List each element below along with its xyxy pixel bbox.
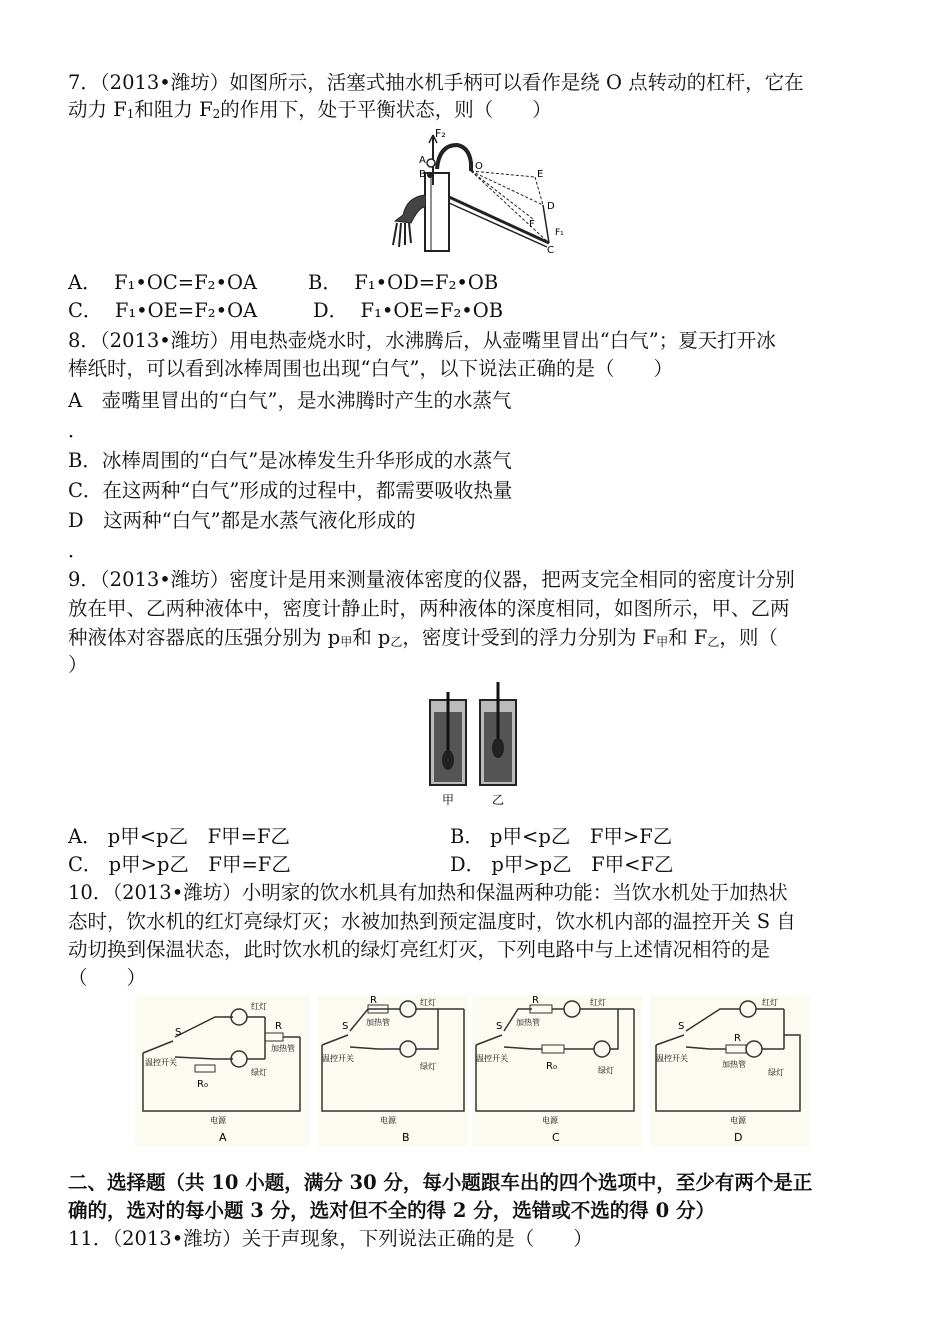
svg-text:R₀: R₀ (546, 1061, 557, 1072)
svg-text:绿灯: 绿灯 (768, 1068, 784, 1077)
svg-text:加热管: 加热管 (271, 1044, 295, 1053)
svg-text:电源: 电源 (380, 1116, 396, 1125)
q8-option-b: B．冰棒周围的“白气”是冰棒发生升华形成的水蒸气 (68, 449, 512, 472)
q7-line1: 7．（2013•潍坊）如图所示，活塞式抽水机手柄可以看作是绕 O 点转动的杠杆，它在 (68, 71, 804, 94)
svg-text:温控开关: 温控开关 (656, 1054, 688, 1063)
label-yi: 乙 (492, 793, 505, 807)
q8-option-d: D 这两种“白气”都是水蒸气液化形成的 (68, 509, 416, 532)
q8-option-c: C．在这两种“白气”形成的过程中，都需要吸收热量 (68, 479, 513, 502)
label-E: E (537, 169, 544, 180)
label-O: O (475, 161, 483, 172)
circuit-a (135, 995, 310, 1147)
q7-line2: 动力 F1和阻力 F2的作用下，处于平衡状态，则（ ） (68, 98, 552, 121)
q9-option-c: C． p甲>p乙 F甲=F乙 (68, 853, 291, 876)
circuit-b-label: B (402, 1131, 410, 1144)
q7-option-c: C． F₁•OE=F₂•OA (68, 299, 258, 322)
q10-line4: （ ） (68, 966, 147, 989)
q8-line1: 8．（2013•潍坊）用电热壶烧水时，水沸腾后，从壶嘴里冒出“白气”；夏天打开冰 (68, 329, 776, 352)
svg-text:绿灯: 绿灯 (598, 1066, 614, 1075)
svg-text:红灯: 红灯 (590, 998, 606, 1007)
svg-text:温控开关: 温控开关 (322, 1054, 354, 1063)
q9-line4: ） (68, 653, 88, 676)
svg-text:温控开关: 温控开关 (145, 1058, 177, 1067)
q9-line2: 放在甲、乙两种液体中，密度计静止时，两种液体的深度相同，如图所示，甲、乙两 (68, 597, 790, 620)
svg-text:R: R (275, 1021, 282, 1032)
svg-text:加热管: 加热管 (366, 1018, 390, 1027)
q9-option-b: B． p甲<p乙 F甲>F乙 (450, 825, 673, 848)
svg-text:红灯: 红灯 (251, 1002, 267, 1011)
q9-option-a: A． p甲<p乙 F甲=F乙 (68, 825, 290, 848)
label-F2: F₂ (435, 127, 446, 140)
svg-text:绿灯: 绿灯 (420, 1062, 436, 1071)
q9-line1: 9．（2013•潍坊）密度计是用来测量液体密度的仪器，把两支完全相同的密度计分别 (68, 568, 795, 591)
circuit-b (318, 995, 468, 1147)
q10-line1: 10．（2013•潍坊）小明家的饮水机具有加热和保温两种功能：当饮水机处于加热状 (68, 881, 788, 904)
svg-text:加热管: 加热管 (722, 1060, 746, 1069)
label-F: F (529, 219, 535, 230)
svg-text:S: S (342, 1021, 349, 1032)
q9-line3: 种液体对容器底的压强分别为 p甲和 p乙，密度计受到的浮力分别为 F甲和 F乙，则（ (68, 626, 778, 649)
svg-text:R: R (532, 995, 539, 1006)
q8-option-a-dot: ． (68, 419, 88, 442)
svg-text:S: S (175, 1027, 182, 1038)
label-D: D (547, 201, 555, 212)
q8-line2: 棒纸时，可以看到冰棒周围也出现“白气”，以下说法正确的是（ ） (68, 357, 673, 380)
svg-text:R₀: R₀ (197, 1079, 208, 1090)
svg-text:加热管: 加热管 (516, 1018, 540, 1027)
q7-option-b: B． F₁•OD=F₂•OB (308, 271, 499, 294)
q8-option-d-dot: ． (68, 539, 88, 562)
q8-option-a: A 壶嘴里冒出的“白气”，是水沸腾时产生的水蒸气 (68, 389, 512, 412)
svg-text:红灯: 红灯 (762, 998, 778, 1007)
svg-text:电源: 电源 (210, 1116, 226, 1125)
label-F1: F₁ (555, 228, 564, 238)
circuit-a-label: A (219, 1131, 227, 1144)
circuit-d (650, 995, 810, 1147)
svg-text:S: S (496, 1021, 503, 1032)
circuit-c-label: C (552, 1131, 560, 1144)
q10-line3: 动切换到保温状态，此时饮水机的绿灯亮红灯灭，下列电路中与上述情况相符的是 (68, 938, 771, 961)
svg-text:电源: 电源 (542, 1116, 558, 1125)
svg-text:R: R (370, 995, 377, 1006)
lever-pump-figure (385, 125, 575, 255)
svg-text:红灯: 红灯 (420, 998, 436, 1007)
svg-text:绿灯: 绿灯 (251, 1068, 267, 1077)
svg-text:电源: 电源 (730, 1116, 746, 1125)
label-A: A (419, 155, 426, 166)
q11-line1: 11．（2013•潍坊）关于声现象，下列说法正确的是（ ） (68, 1227, 593, 1250)
svg-text:R: R (734, 1033, 741, 1044)
label-B: B (419, 169, 426, 180)
circuit-d-label: D (734, 1131, 743, 1144)
q7-option-d: D． F₁•OE=F₂•OB (313, 299, 504, 322)
q10-line2: 态时，饮水机的红灯亮绿灯灭；水被加热到预定温度时，饮水机内部的温控开关 S 自 (68, 910, 796, 933)
q9-option-d: D． p甲>p乙 F甲<F乙 (450, 853, 674, 876)
hydrometer-figure (420, 682, 530, 807)
section2-line2: 确的，选对的每小题 3 分，选对但不全的得 2 分，选错或不选的得 0 分） (68, 1199, 715, 1222)
label-C: C (547, 245, 554, 255)
q7-option-a: A． F₁•OC=F₂•OA (68, 271, 258, 294)
label-jia: 甲 (442, 793, 455, 807)
circuit-c (472, 995, 642, 1147)
section2-line1: 二、选择题（共 10 小题，满分 30 分，每小题跟车出的四个选项中，至少有两个是正 (68, 1171, 813, 1194)
svg-text:温控开关: 温控开关 (476, 1054, 508, 1063)
svg-text:S: S (678, 1021, 685, 1032)
